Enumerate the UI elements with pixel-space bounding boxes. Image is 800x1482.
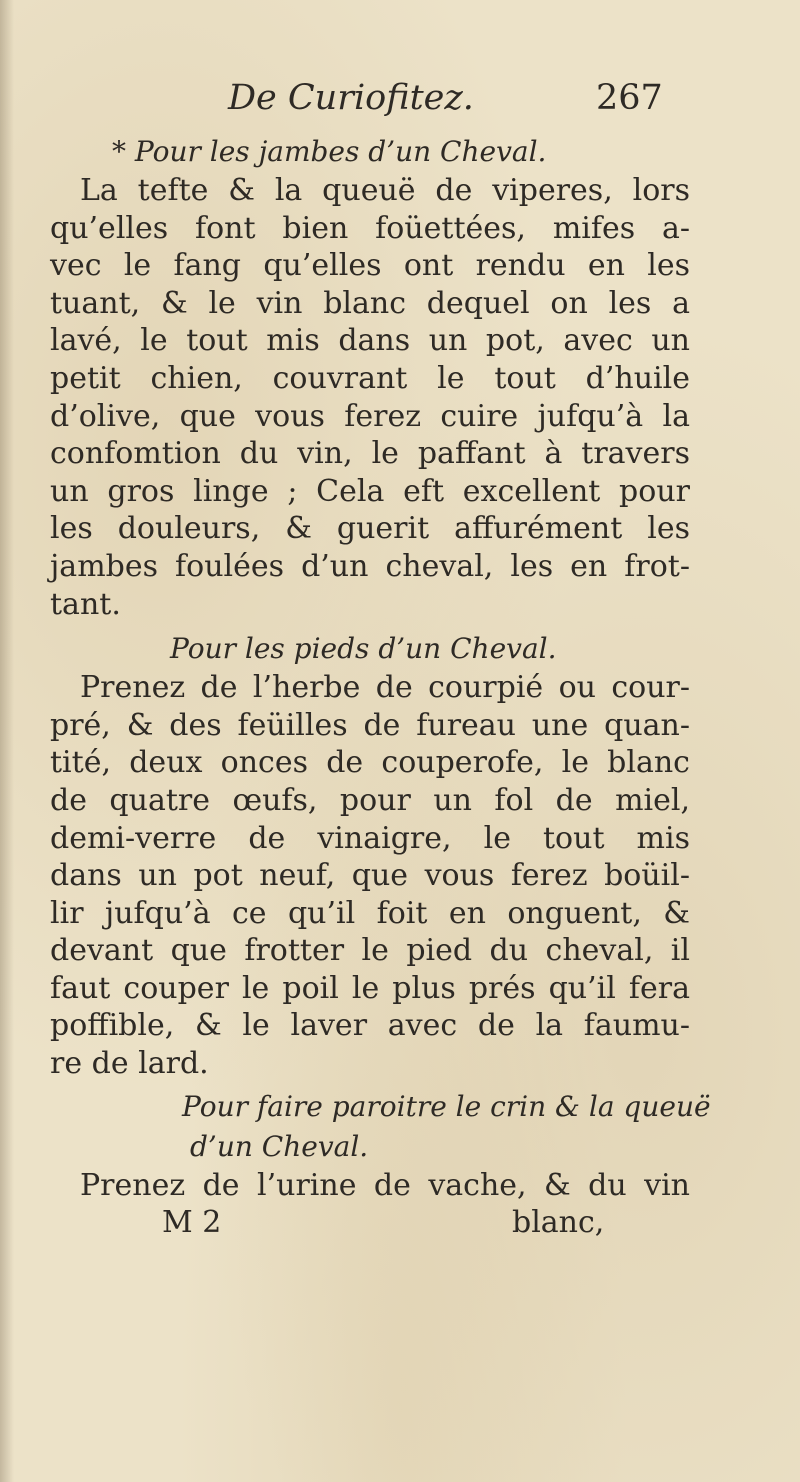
paragraph-legs: [50, 172, 690, 623]
signature-mark: M 2: [162, 1205, 222, 1241]
text-line: Prenez de l’urine de vache, & du vin: [80, 1167, 690, 1203]
text-line: demi-verre de vinaigre, le tout mis: [50, 820, 690, 856]
page-footer: [50, 1204, 690, 1244]
text-line: dans un pot neuf, que vous ferez boüil-: [50, 858, 690, 894]
text-line: un gros linge ; Cela eft excellent pour: [50, 473, 690, 509]
paragraph-mane: [50, 1167, 690, 1205]
text-line: vec le fang qu’elles ont rendu en les: [50, 248, 690, 284]
section-heading-mane-cont: d’un Cheval.: [190, 1129, 369, 1163]
catchword: blanc,: [512, 1205, 605, 1241]
section-heading-legs: * Pour les jambes d’un Cheval.: [112, 135, 547, 168]
text-line: pré, & des feüilles de fureau une quan-: [50, 707, 690, 743]
book-page: [50, 78, 711, 1244]
text-line: Prenez de l’herbe de courpié ou cour-: [80, 670, 690, 706]
text-line: re de lard.: [50, 1046, 209, 1082]
text-line: devant que frotter le pied du cheval, il: [50, 933, 690, 969]
paragraph-feet: [50, 669, 690, 1083]
text-line: jambes foulées d’un cheval, les en frot-: [50, 548, 690, 584]
page-edge-shadow: [0, 0, 14, 1482]
text-line: faut couper le poil le plus prés qu’il fera: [50, 970, 690, 1006]
text-line: petit chien, couvrant le tout d’huile: [50, 360, 690, 396]
running-title: De Curiofitez.: [228, 78, 474, 118]
text-line: de quatre œufs, pour un fol de miel,: [50, 782, 690, 818]
section-heading-feet: Pour les pieds d’un Cheval.: [170, 632, 557, 666]
text-line: lir jufqu’à ce qu’il foit en onguent, &: [50, 895, 690, 931]
text-line: lavé, le tout mis dans un pot, avec un: [50, 323, 690, 359]
text-line: les douleurs, & guerit affurément les: [50, 511, 690, 547]
text-line: confomtion du vin, le paffant à travers: [50, 436, 690, 472]
text-line: La tefte & la queuë de viperes, lors: [80, 173, 690, 208]
section-heading-mane: Pour faire paroitre le crin & la queuë: [182, 1089, 711, 1123]
text-line: tant.: [50, 586, 121, 622]
text-line: tité, deux onces de couperofe, le blanc: [50, 745, 690, 781]
running-head: [50, 78, 690, 132]
text-line: tuant, & le vin blanc dequel on les a: [50, 285, 690, 321]
text-line: qu’elles font bien foüettées, mifes a-: [50, 210, 690, 246]
text-line: poffible, & le laver avec de la faumu-: [50, 1008, 690, 1044]
page-number: 267: [596, 78, 663, 118]
text-line: d’olive, que vous ferez cuire jufqu’à la: [50, 398, 690, 434]
